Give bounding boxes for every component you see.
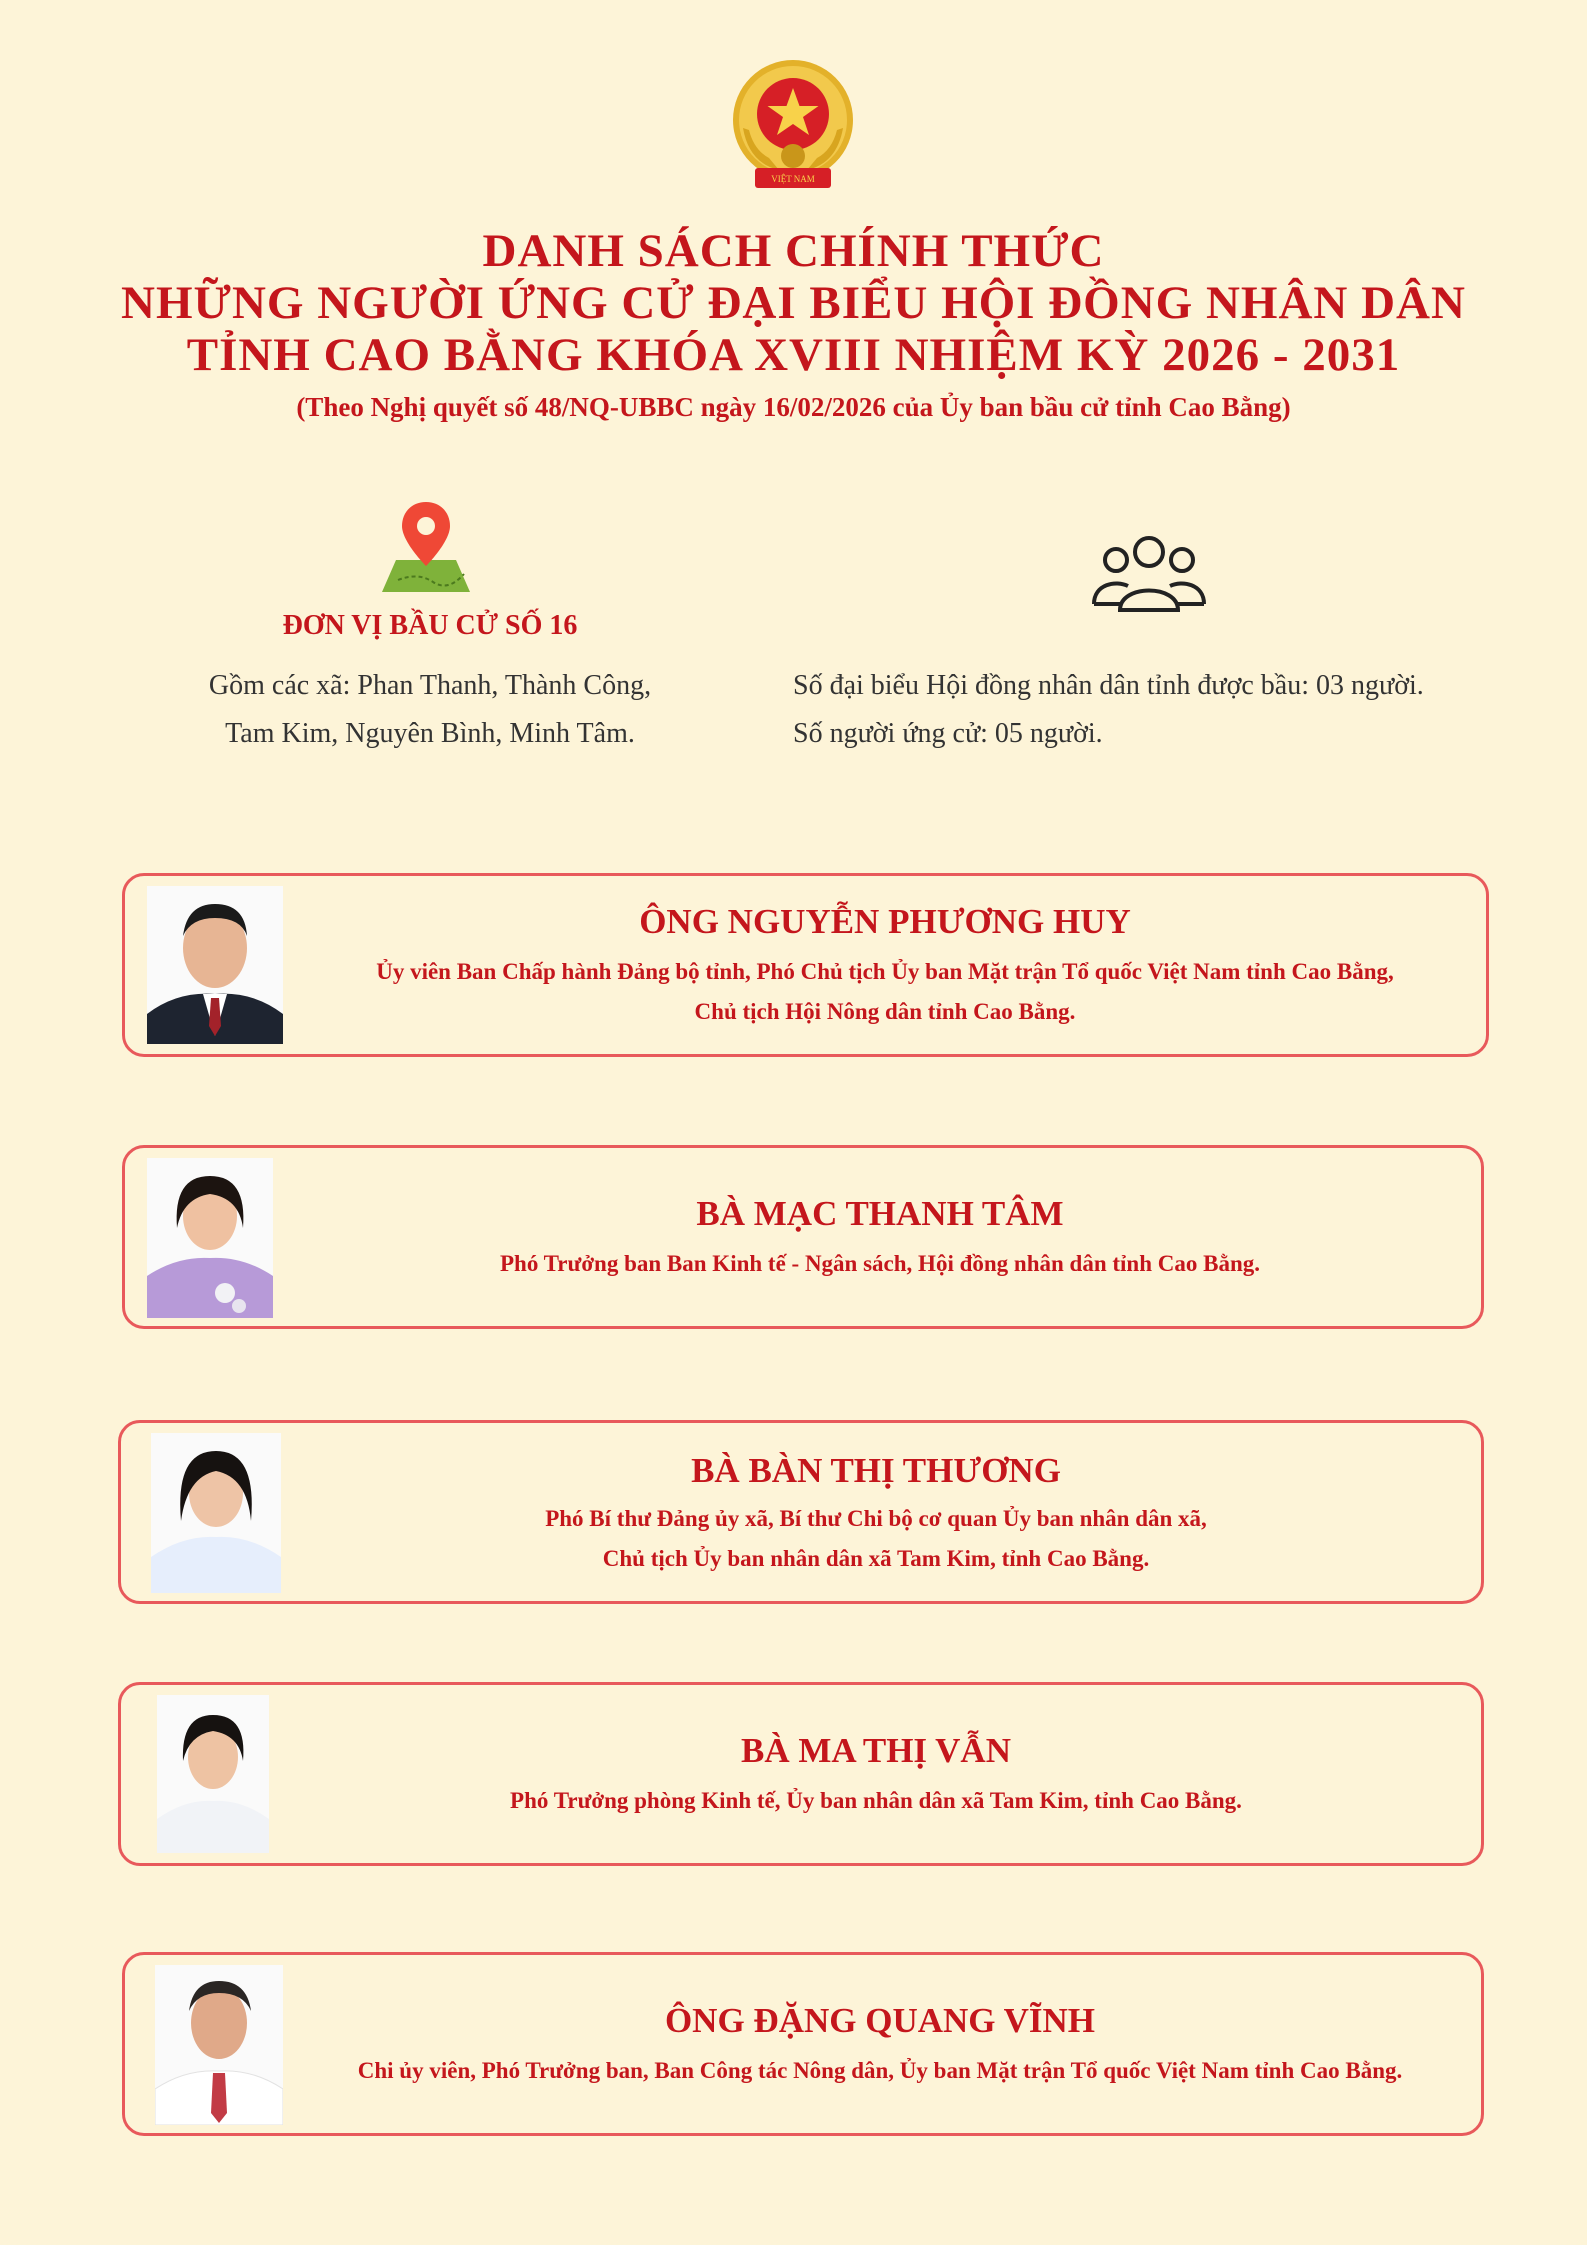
candidate-description-line2: Chủ tịch Ủy ban nhân dân xã Tam Kim, tỉnh Cao Bằng. bbox=[602, 1546, 1150, 1571]
candidate-name: BÀ MẠC THANH TÂM bbox=[696, 1194, 1064, 1233]
people-icon bbox=[1090, 532, 1208, 616]
candidate-photo bbox=[155, 1965, 283, 2125]
candidate-description-line1: Phó Trưởng phòng Kinh tế, Ủy ban nhân dân xã Tam Kim, tỉnh Cao Bằng. bbox=[510, 1788, 1242, 1813]
candidate-card-1 bbox=[122, 873, 1489, 1057]
candidate-count-text: Số người ứng cử: 05 người. bbox=[793, 718, 1103, 749]
emblem-text: VIỆT NAM bbox=[771, 174, 815, 184]
electoral-unit-communes-line1: Gồm các xã: Phan Thanh, Thành Công, bbox=[208, 670, 652, 701]
electoral-unit-communes-line2: Tam Kim, Nguyên Bình, Minh Tâm. bbox=[225, 718, 635, 749]
candidate-card-5 bbox=[122, 1952, 1484, 2136]
candidate-card-2 bbox=[122, 1145, 1484, 1329]
delegate-count-text: Số đại biểu Hội đồng nhân dân tỉnh được bầu: 03 người. bbox=[793, 670, 1424, 701]
candidate-card-3 bbox=[118, 1420, 1484, 1604]
page-title-line2: NHỮNG NGƯỜI ỨNG CỬ ĐẠI BIỂU HỘI ĐỒNG NHÂN DÂN bbox=[121, 277, 1466, 329]
page-subtitle: (Theo Nghị quyết số 48/NQ-UBBC ngày 16/02/2026 của Ủy ban bầu cử tỉnh Cao Bằng) bbox=[296, 392, 1291, 422]
candidate-name: ÔNG NGUYỄN PHƯƠNG HUY bbox=[639, 902, 1131, 941]
vietnam-national-emblem-icon bbox=[729, 58, 857, 194]
candidate-photo bbox=[147, 1158, 273, 1318]
candidate-description-line1: Ủy viên Ban Chấp hành Đảng bộ tỉnh, Phó Chủ tịch Ủy ban Mặt trận Tổ quốc Việt Nam tỉnh Cao Bằng, bbox=[376, 959, 1394, 984]
candidate-description-line1: Phó Trưởng ban Ban Kinh tế - Ngân sách, Hội đồng nhân dân tỉnh Cao Bằng. bbox=[500, 1251, 1260, 1276]
candidate-description-line2: Chủ tịch Hội Nông dân tỉnh Cao Bằng. bbox=[694, 999, 1076, 1024]
candidate-card-4 bbox=[118, 1682, 1484, 1866]
candidate-name: BÀ BÀN THỊ THƯƠNG bbox=[691, 1451, 1061, 1490]
candidate-photo bbox=[157, 1695, 269, 1853]
candidate-photo bbox=[151, 1433, 281, 1593]
map-pin-icon bbox=[378, 500, 474, 596]
candidate-description-line1: Chi ủy viên, Phó Trưởng ban, Ban Công tác Nông dân, Ủy ban Mặt trận Tổ quốc Việt Nam tỉnh Cao Bằng. bbox=[357, 2058, 1403, 2083]
candidate-name: ÔNG ĐẶNG QUANG VĨNH bbox=[664, 2001, 1096, 2040]
page-title-line3: TỈNH CAO BẰNG KHÓA XVIII NHIỆM KỲ 2026 - 2031 bbox=[186, 329, 1401, 381]
page-title-line1: DANH SÁCH CHÍNH THỨC bbox=[482, 225, 1105, 277]
candidate-photo bbox=[147, 886, 283, 1044]
electoral-unit-heading: ĐƠN VỊ BẦU CỬ SỐ 16 bbox=[282, 610, 578, 641]
candidate-name: BÀ MA THỊ VẪN bbox=[740, 1731, 1011, 1770]
candidate-description-line1: Phó Bí thư Đảng ủy xã, Bí thư Chi bộ cơ quan Ủy ban nhân dân xã, bbox=[545, 1506, 1207, 1531]
